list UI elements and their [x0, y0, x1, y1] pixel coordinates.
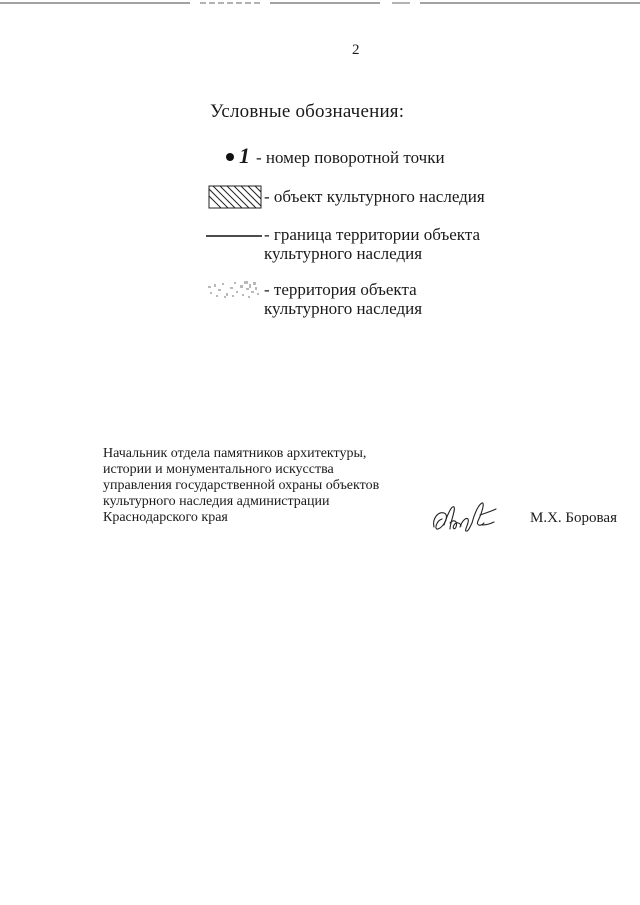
top-edge-rule [0, 0, 640, 8]
position-line: управления государственной охраны объектов [103, 478, 380, 493]
position-line: истории и монументального искусства [103, 462, 334, 477]
point-number-label: 1 [239, 143, 250, 168]
position-line: Начальник отдела памятников архитектуры, [103, 446, 367, 461]
point-dot-icon [226, 153, 234, 161]
territory-fill-icon [206, 280, 264, 302]
signatory-name: М.Х. Боровая [530, 510, 617, 526]
page-number: 2 [352, 42, 360, 58]
signatory-position [103, 446, 379, 526]
turning-point-symbol [226, 143, 250, 168]
legend-item-text: - территория объекта [264, 280, 417, 299]
legend-item-text: - граница территории объекта [264, 225, 481, 244]
position-line: Краснодарского края [103, 510, 228, 525]
handwritten-signature [430, 497, 500, 537]
legend-title: Условные обозначения: [210, 101, 405, 122]
legend-item-text: - объект культурного наследия [264, 187, 485, 206]
legend-item-text-continued: культурного наследия [264, 299, 423, 318]
legend-item-text: - номер поворотной точки [256, 148, 445, 167]
legend-item-turning-point [226, 143, 445, 168]
boundary-line-icon [206, 235, 262, 237]
hatched-area-icon [208, 185, 262, 209]
position-line: культурного наследия администрации [103, 494, 330, 509]
legend-item-text-continued: культурного наследия [264, 244, 423, 263]
